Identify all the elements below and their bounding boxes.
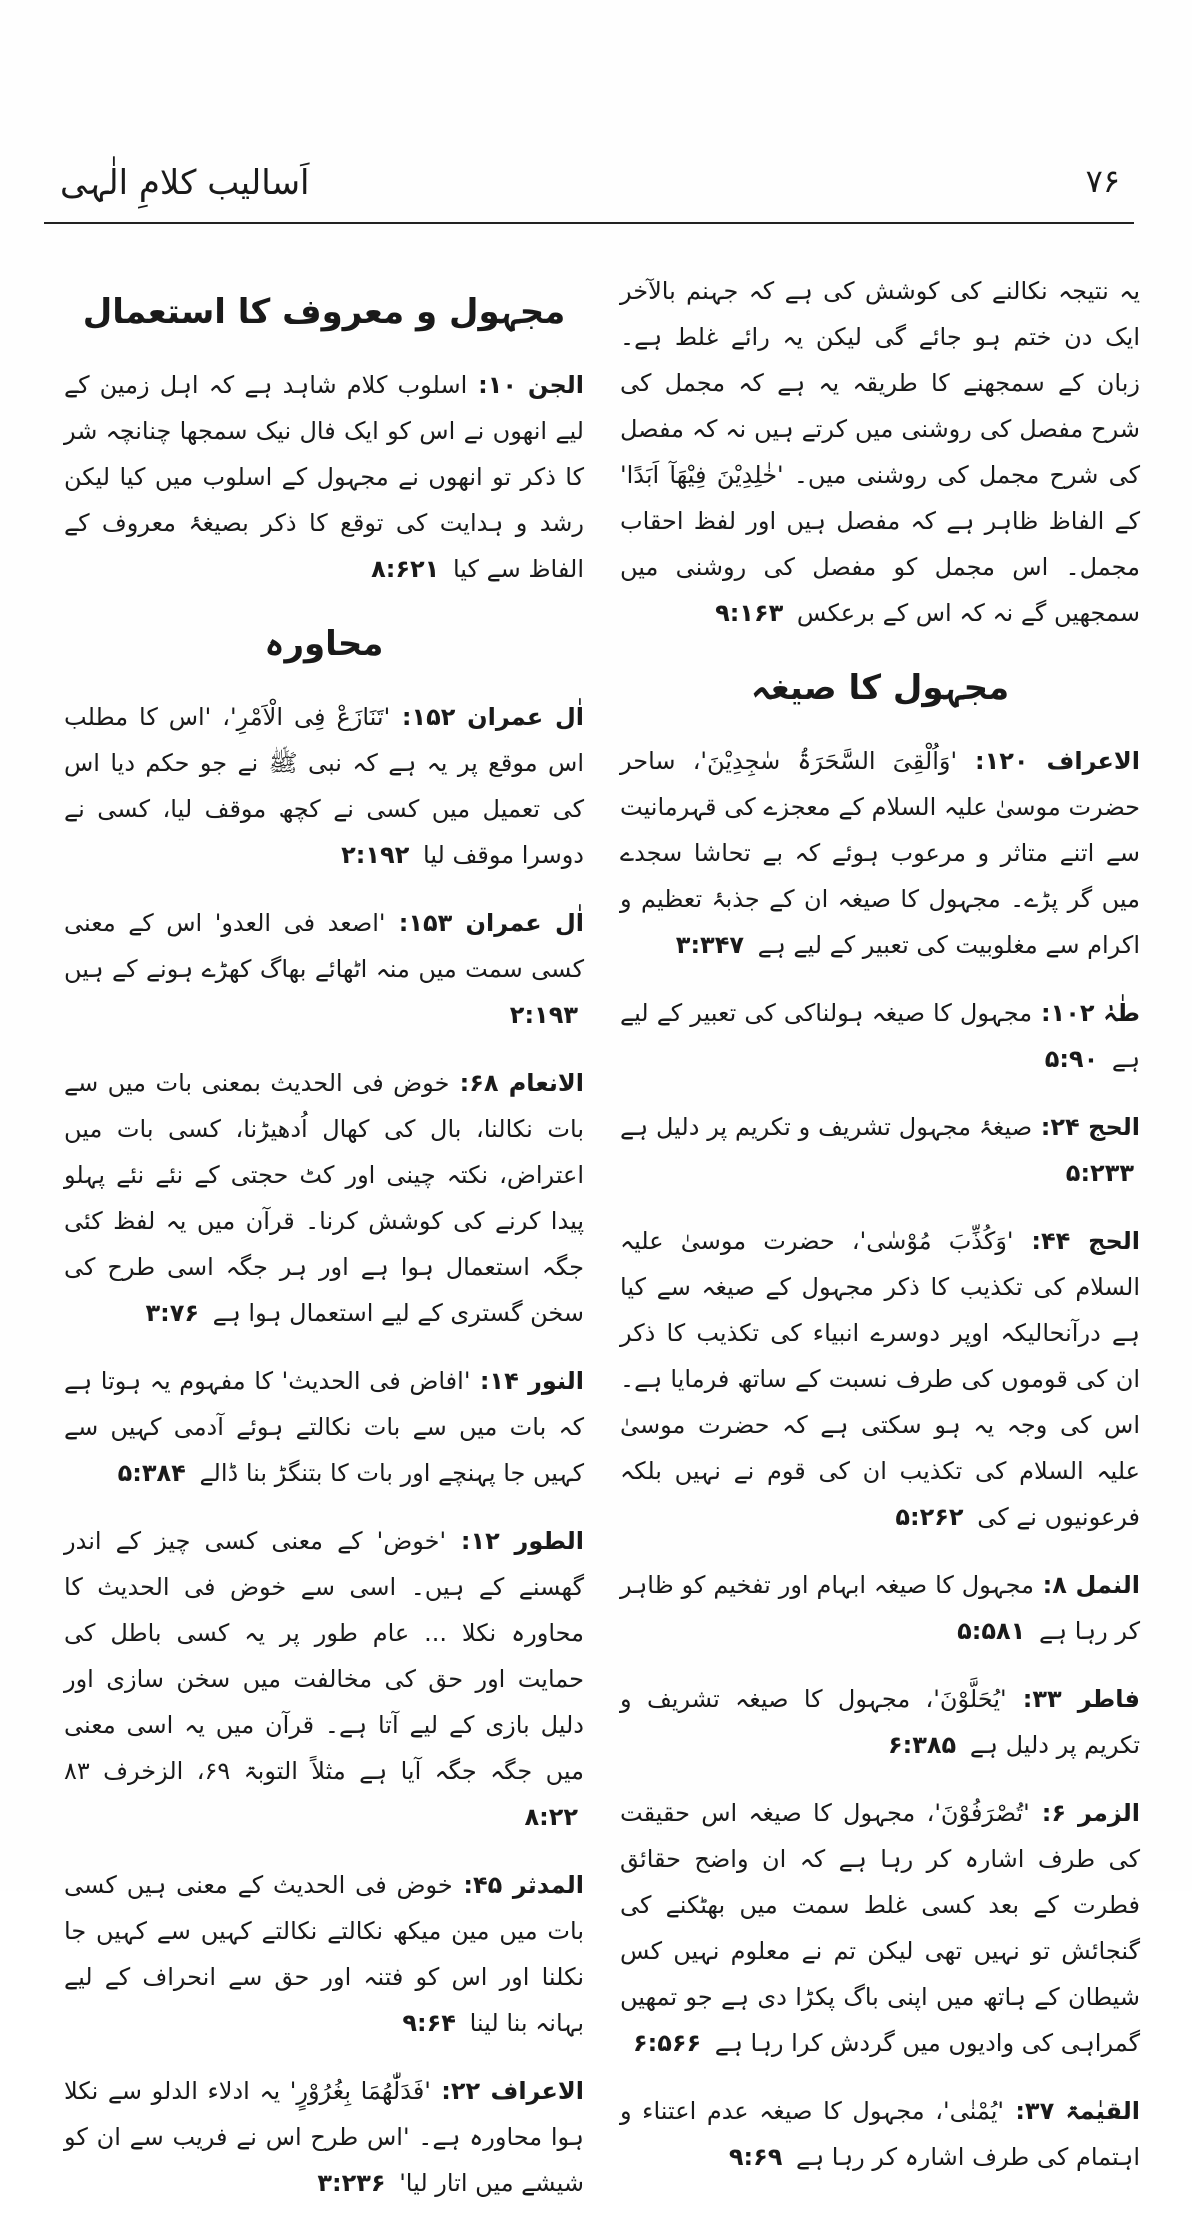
volume-page-citation: ۶:۵۶۶ (632, 2029, 702, 2057)
verse-reference: الاعراف ۲۲: (441, 2077, 584, 2105)
list-item (64, 694, 584, 878)
entry-text: اسلوب کلام شاہد ہے کہ اہل زمین کے لیے انھوں نے اس کو ایک فال نیک سمجھا چنانچہ شر کا ذکر تو انھوں نے مجہول کے اسلوب میں کیا لیکن رشد و ہدایت کی توقع کا ذکر بصیغۂ معروف کے الفاظ سے کیا (64, 371, 584, 583)
entry-text: 'اصعد فی العدو' اس کے معنی کسی سمت میں منہ اٹھائے بھاگ کھڑے ہونے کے ہیں (64, 909, 584, 983)
volume-page-citation: ۸:۶۲۱ (371, 555, 440, 583)
volume-page-citation: ۵:۳۸۴ (117, 1459, 186, 1487)
volume-page-citation: ۵:۲۶۲ (895, 1503, 964, 1531)
list-item (64, 1358, 584, 1496)
header-rule (44, 222, 1134, 224)
continued-paragraph (620, 268, 1140, 636)
volume-page-citation: ۹:۶۹ (728, 2143, 783, 2171)
verse-reference: النمل ۸: (1042, 1571, 1141, 1599)
entry-text: 'وَاُلْقِیَ السَّحَرَۃُ سٰجِدِیْنَ'، ساحر حضرت موسیٰ علیہ السلام کے معجزے کی قہرمانیت سے اتنے متاثر و مرعوب ہوئے کہ بے تحاشا سجدے میں گر پڑے۔ مجہول کا صیغہ ان کے جذبۂ تعظیم و اکرام سے مغلوبیت کی تعبیر کے لیے ہے (620, 747, 1140, 959)
section-heading-passive-active-usage: مجہول و معروف کا استعمال (82, 292, 566, 332)
verse-reference: طٰہٰ ۱۰۲: (1040, 999, 1140, 1027)
section-heading-idiom: محاورہ (264, 624, 384, 664)
entry-text: 'وَکُذِّبَ مُوْسٰی'، حضرت موسیٰ علیہ السلام کی تکذیب کا ذکر مجہول کے صیغہ سے کیا ہے درآنحالیکہ اوپر دوسرے انبیاء کی تکذیب کا ذکر ان کی قوموں کی طرف نسبت کے ساتھ فرمایا ہے۔ اس کی وجہ یہ ہو سکتی ہے کہ حضرت موسیٰ علیہ السلام کی تکذیب ان کی قوم نے نہیں بلکہ فرعونیوں نے کی (620, 1227, 1140, 1531)
entry-text: 'یُحَلَّوْنَ'، مجہول کا صیغہ تشریف و تکریم پر دلیل ہے (620, 1685, 1140, 1759)
entry-text: خوض فی الحدیث کے معنی ہیں کسی بات میں مین میکھ نکالتے نکالتے کہیں سے کہیں جا نکلنا اور اس کو فتنہ اور حق سے انحراف کے لیے بہانہ بنا لینا (64, 1871, 584, 2037)
running-title: اَسالیب کلامِ الٰہی (60, 163, 310, 203)
list-item (64, 362, 584, 592)
verse-reference: اٰل عمران ۱۵۳: (398, 909, 584, 937)
entry-text: 'تَنَازَعْ فِی الْاَمْرِ'، 'اس کا مطلب اس موقع پر یہ ہے کہ نبی ﷺ نے جو حکم دیا اس کی تعمیل میں کسی نے کچھ موقف لیا، کسی نے دوسرا موقف لیا (64, 703, 584, 869)
volume-page-citation: ۳:۷۶ (145, 1299, 200, 1327)
list-item (620, 1790, 1140, 2066)
verse-reference: الزمر ۶: (1041, 1799, 1141, 1827)
verse-reference: اٰل عمران ۱۵۲: (401, 703, 585, 731)
volume-page-citation: ۹:۶۴ (402, 2009, 456, 2037)
volume-page-citation: ۵:۲۳۳ (1065, 1159, 1134, 1187)
volume-page-citation: ۹:۱۶۳ (715, 599, 784, 627)
list-item (64, 2068, 584, 2206)
verse-reference: الجن ۱۰: (478, 371, 584, 399)
list-item (620, 1104, 1140, 1196)
entry-text: 'تُصْرَفُوْنَ'، مجہول کا صیغہ اس حقیقت کی طرف اشارہ کر رہا ہے کہ ان واضح حقائق فطرت کے بعد کسی غلط سمت میں بھٹکنے کی گنجائش تو نہیں تھی لیکن تم نے معلوم نہیں کس شیطان کے ہاتھ میں اپنی باگ پکڑا دی ہے جو تمھیں گمراہی کی وادیوں میں گردش کرا رہا ہے (620, 1799, 1140, 2057)
verse-reference: الحج ۴۴: (1031, 1227, 1140, 1255)
list-item (620, 1676, 1140, 1768)
volume-page-citation: ۵:۹۰ (1044, 1045, 1099, 1073)
verse-reference: النور ۱۴: (479, 1367, 584, 1395)
right-column (620, 268, 1140, 2202)
entry-text: 'فَدَلّٰھُمَا بِغُرُوْرٍ' یہ ادلاء الدلو سے نکلا ہوا محاورہ ہے۔ 'اس طرح اس نے فریب سے ان کو شیشے میں اتار لیا' (64, 2077, 584, 2197)
entry-text: 'افاض فی الحدیث' کا مفہوم یہ ہوتا ہے کہ بات میں سے بات نکالتے ہوئے آدمی کہیں سے کہیں جا پہنچے اور بات کا بتنگڑ بنا ڈالے (64, 1367, 584, 1487)
list-item (64, 1060, 584, 1336)
list-item (620, 990, 1140, 1082)
verse-reference: الاعراف ۱۲۰: (974, 747, 1140, 775)
list-item (620, 1562, 1140, 1654)
entry-text: مجہول کا صیغہ ہولناکی کی تعبیر کے لیے ہے (620, 999, 1140, 1073)
entry-text: صیغۂ مجہول تشریف و تکریم پر دلیل ہے (620, 1113, 1033, 1141)
list-item (620, 2088, 1140, 2180)
volume-page-citation: ۸:۲۲ (524, 1803, 578, 1831)
entry-text: خوض فی الحدیث بمعنی بات میں سے بات نکالنا، بال کی کھال اُدھیڑنا، کسی بات میں اعتراض، نکتہ چینی اور کٹ حجتی کے نئے نئے پہلو پیدا کرنے کی کوشش کرنا۔ قرآن میں یہ لفظ کئی جگہ استعمال ہوا ہے اور ہر جگہ اسی طرح کی سخن گستری کے لیے استعمال ہوا ہے (64, 1069, 584, 1327)
left-column (64, 268, 584, 2228)
entry-text: یہ نتیجہ نکالنے کی کوشش کی ہے کہ جہنم بالآخر ایک دن ختم ہو جائے گی لیکن یہ رائے غلط ہے۔ زبان کے سمجھنے کا طریقہ یہ ہے کہ مجمل کی شرح مفصل کی روشنی میں کرتے ہیں نہ کہ مفصل کی شرح مجمل کی روشنی میں۔ 'خٰلِدِیْنَ فِیْھَآ اَبَدًا' کے الفاظ ظاہر ہے کہ مفصل ہیں اور لفظ احقاب مجمل۔ اس مجمل کو مفصل کی روشنی میں سمجھیں گے نہ کہ اس کے برعکس (620, 277, 1140, 627)
verse-reference: الطور ۱۲: (460, 1527, 584, 1555)
list-item (64, 1518, 584, 1840)
volume-page-citation: ۳:۲۳۶ (317, 2169, 386, 2197)
volume-page-citation: ۲:۱۹۲ (341, 841, 410, 869)
volume-page-citation: ۳:۳۴۷ (675, 931, 744, 959)
entry-text: مجہول کا صیغہ ابہام اور تفخیم کو ظاہر کر رہا ہے (620, 1571, 1140, 1645)
verse-reference: المدثر ۴۵: (463, 1871, 584, 1899)
volume-page-citation: ۲:۱۹۳ (509, 1001, 578, 1029)
verse-reference: الحج ۲۴: (1040, 1113, 1141, 1141)
entry-text: 'خوض' کے معنی کسی چیز کے اندر گھسنے کے ہیں۔ اسی سے خوض فی الحدیث کا محاورہ نکلا ... عام طور پر یہ کسی باطل کی حمایت اور حق کی مخالفت میں سخن سازی اور دلیل بازی کے لیے آتا ہے۔ قرآن میں یہ اسی معنی میں جگہ جگہ آیا ہے مثلاً التوبۃ ۶۹، الزخرف ۸۳ (64, 1527, 584, 1785)
verse-reference: فاطر ۳۳: (1022, 1685, 1140, 1713)
list-item (64, 1862, 584, 2046)
verse-reference: الانعام ۶۸: (459, 1069, 584, 1097)
page-header (60, 162, 1120, 222)
list-item (620, 1218, 1140, 1540)
volume-page-citation: ۶:۳۸۵ (887, 1731, 957, 1759)
page-number: ۷۶ (1085, 162, 1120, 200)
entry-text: 'یُمْنٰی'، مجہول کا صیغہ عدم اعتناء و اہتمام کی طرف اشارہ کر رہا ہے (620, 2097, 1140, 2171)
section-heading-passive-voice: مجہول کا صیغہ (750, 668, 1010, 708)
list-item (64, 900, 584, 1038)
volume-page-citation: ۵:۵۸۱ (957, 1617, 1026, 1645)
list-item (620, 738, 1140, 968)
verse-reference: القیٰمۃ ۳۷: (1015, 2097, 1140, 2125)
